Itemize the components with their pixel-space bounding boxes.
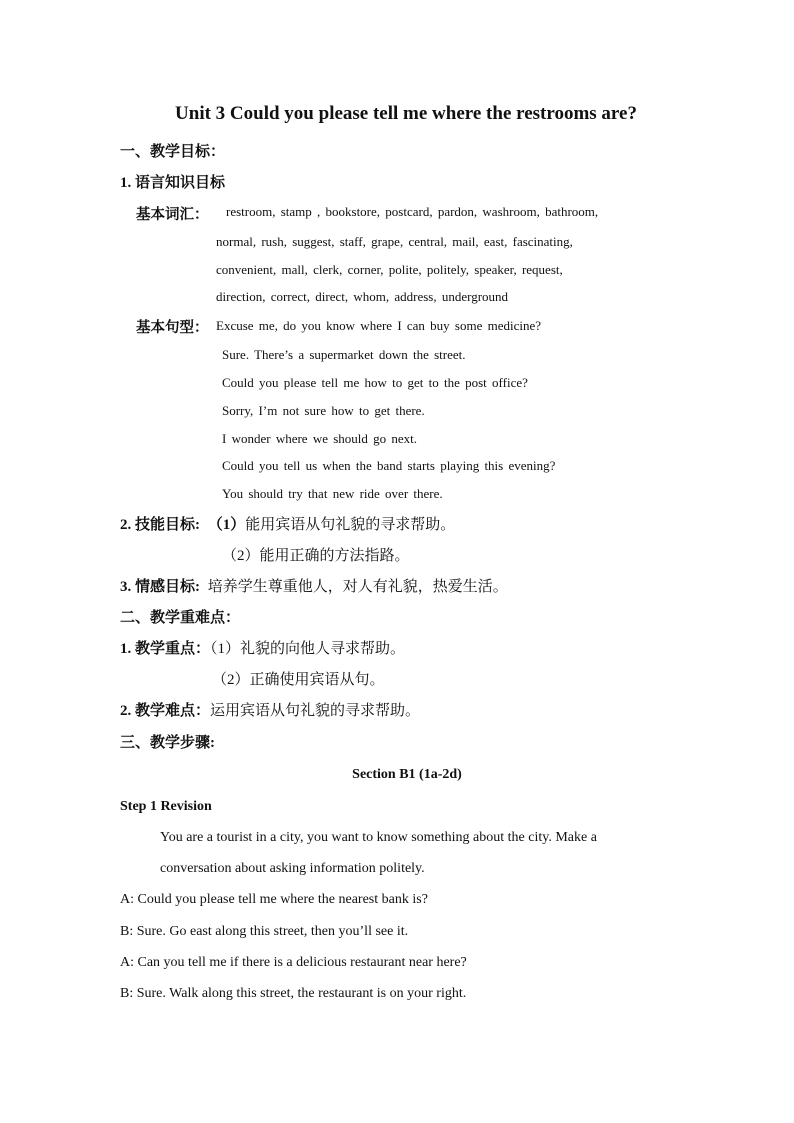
vocab-line: direction, correct, direct, whom, address, underground [216, 289, 509, 304]
step-1-intro-line: conversation about asking information politely. [160, 861, 425, 876]
emotion-goals-row [120, 575, 508, 596]
vocab-label: 基本词汇： [136, 207, 209, 223]
emotion-goals-label: 3. 情感目标: [120, 579, 200, 595]
step-1-heading: Step 1 Revision [120, 799, 212, 814]
vocab-line: restroom, stamp , bookstore, postcard, pardon, washroom, bathroom, [226, 204, 599, 219]
sentence-pattern: Could you please tell me how to get to the post office? [222, 375, 528, 390]
key-points-label: 1. 教学重点： [120, 641, 211, 657]
key-point-2: （2）正确使用宾语从句。 [212, 672, 385, 688]
key-points-row [120, 637, 405, 658]
section-3-heading: 三、教学步骤: [120, 735, 215, 751]
dialogue-line: A: Could you please tell me where the nearest bank is? [120, 892, 428, 907]
difficult-points-label: 2. 教学难点： [120, 703, 211, 719]
step-1-intro-line: You are a tourist in a city, you want to know something about the city. Make a [160, 830, 597, 845]
skill-goals-row [120, 513, 455, 534]
difficult-points-text: 运用宾语从句礼貌的寻求帮助。 [210, 703, 421, 719]
section-1-heading: 一、教学目标： [120, 144, 226, 160]
sentence-pattern: Could you tell us when the band starts playing this evening? [222, 458, 556, 473]
knowledge-goals-heading: 1. 语言知识目标 [120, 175, 226, 191]
dialogue-line: A: Can you tell me if there is a delicious restaurant near here? [120, 955, 467, 970]
vocab-line: convenient, mall, clerk, corner, polite, politely, speaker, request, [216, 262, 563, 277]
sentence-pattern: Excuse me, do you know where I can buy some medicine? [216, 318, 542, 333]
vocab-line: normal, rush, suggest, staff, grape, central, mail, east, fascinating, [216, 234, 573, 249]
dialogue-line: B: Sure. Go east along this street, then you’ll see it. [120, 924, 409, 939]
sentence-pattern: Sure. There’s a supermarket down the street. [222, 347, 466, 362]
sentence-pattern: You should try that new ride over there. [222, 486, 443, 501]
skill-item-1: 能用宾语从句礼貌的寻求帮助。 [245, 517, 456, 533]
section-2-heading: 二、教学重难点： [120, 610, 241, 626]
page-title: Unit 3 Could you please tell me where the restrooms are? [175, 103, 637, 124]
sentence-label: 基本句型： [136, 320, 209, 336]
sentence-pattern: Sorry, I’m not sure how to get there. [222, 403, 425, 418]
section-title: Section B1 (1a-2d) [352, 767, 462, 782]
sentence-pattern: I wonder where we should go next. [222, 431, 418, 446]
dialogue-line: B: Sure. Walk along this street, the restaurant is on your right. [120, 986, 467, 1001]
skill-item-2: （2）能用正确的方法指路。 [222, 548, 410, 564]
skill-item-1-number: （1） [207, 517, 246, 533]
emotion-goals-text: 培养学生尊重他人，对人有礼貌，热爱生活。 [207, 579, 508, 595]
difficult-points-row [120, 699, 420, 720]
key-point-1: （1）礼貌的向他人寻求帮助。 [210, 641, 406, 657]
skill-goals-label: 2. 技能目标: [120, 517, 200, 533]
